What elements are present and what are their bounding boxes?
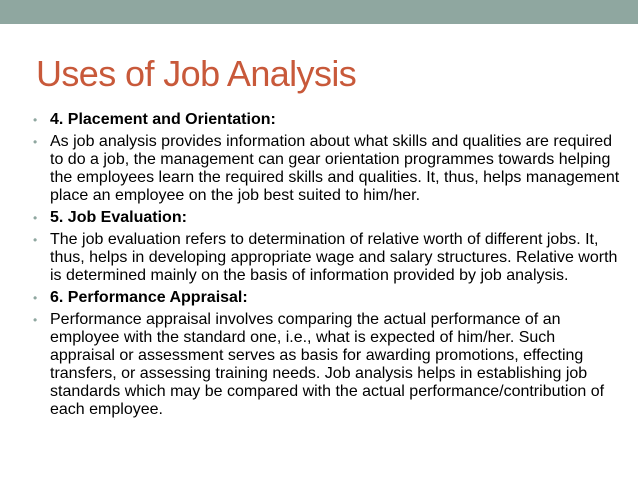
bullet-text: 6. Performance Appraisal: [50,289,248,306]
bullet-marker: • [33,313,38,327]
slide-title: Uses of Job Analysis [36,53,357,94]
bullet-text: As job analysis provides information about what skills and qualities are required to do a job, the management can gear orientation programmes towards helping the employees learn the required skills and qualities. It, thus, helps management place an employee on the job best suited to him/her. [50,133,620,204]
bullet-text: The job evaluation refers to determination of relative worth of different jobs. It, thus, helps in developing appropriate wage and salary structures. Relative worth is determined mainly on the basis of information provided by job analysis. [50,231,618,284]
bullet-marker: • [33,135,38,149]
bullet-text: 4. Placement and Orientation: [50,111,276,128]
bullet-marker: • [33,291,38,305]
bullet-list [30,111,620,423]
bullet-heading-appraisal [30,289,620,307]
bullet-body-evaluation [30,231,620,285]
bullet-text: 5. Job Evaluation: [50,209,187,226]
top-accent-band [0,0,638,24]
bullet-marker: • [33,113,38,127]
bullet-heading-placement [30,111,620,129]
bullet-body-appraisal [30,311,620,419]
bullet-marker: • [33,233,38,247]
bullet-body-placement [30,133,620,205]
bullet-marker: • [33,211,38,225]
bullet-heading-evaluation [30,209,620,227]
bullet-text: Performance appraisal involves comparing the actual performance of an employee with the standard one, i.e., what is expected of him/her. Such appraisal or assessment serves as basis for awarding promotions, effecting transfers, or assessing training needs. Job analysis helps in establishing job standards which may be compared with the actual performance/contribution of each employee. [50,311,605,418]
